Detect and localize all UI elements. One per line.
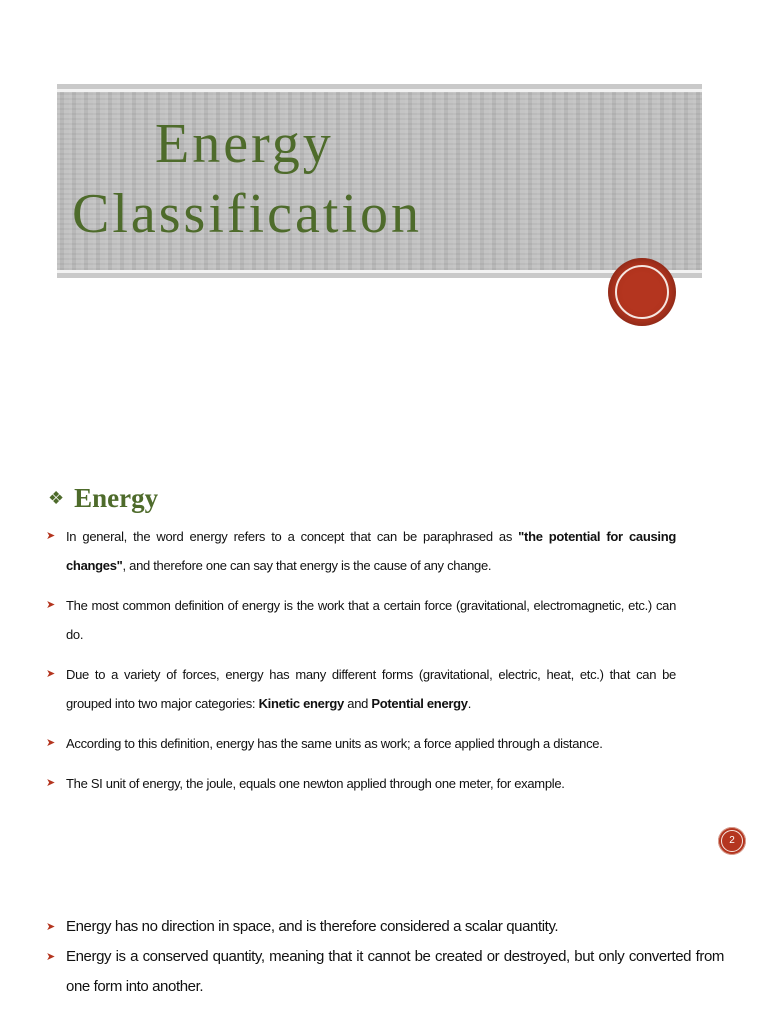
title-line-2: Classification [72,183,422,245]
diamond-bullet-icon: ❖ [48,488,65,508]
arrowhead-bullet-icon: ➤ [46,737,55,749]
bullet-text: and [343,696,372,711]
decorative-circle-badge [608,258,676,326]
page-number: 2 [729,835,735,846]
energy-properties-list [46,912,724,1002]
list-item [46,769,676,798]
banner-bottom-rule [57,270,702,273]
energy-bullet-list [46,522,676,809]
bullet-bold-text: Kinetic energy [258,696,344,711]
section-heading-text: Energy [74,483,159,513]
arrowhead-bullet-icon: ➤ [46,921,55,933]
bullet-text: According to this definition, energy has the same units as work; a force applied through a distance. [66,736,603,751]
arrowhead-bullet-icon: ➤ [46,530,55,542]
list-item [46,729,676,758]
section-heading [48,480,158,516]
bullet-text: Energy is a conserved quantity, meaning that it cannot be created or destroyed, but only converted from one form into another. [66,948,724,995]
list-item [46,522,676,580]
bullet-bold-text: Potential energy [371,696,468,711]
title-banner [57,84,702,278]
list-item [46,660,676,718]
arrowhead-bullet-icon: ➤ [46,777,55,789]
list-item [46,942,724,1002]
bullet-text: In general, the word energy refers to a concept that can be paraphrased as [66,529,519,544]
arrowhead-bullet-icon: ➤ [46,668,55,680]
title-line-1: Energy [155,113,334,175]
list-item [46,591,676,649]
bullet-text: Due to a variety of forces, energy has many different forms (gravitational, electric, heat, etc.) that can be grouped into two major categories: [66,667,676,711]
bullet-text: . [467,696,472,711]
list-item [46,912,724,942]
arrowhead-bullet-icon: ➤ [46,951,55,963]
bullet-text: The SI unit of energy, the joule, equals one newton applied through one meter, for example. [66,776,565,791]
bullet-bold-text: "the potential for causing changes" [66,529,676,573]
bullet-text: Energy has no direction in space, and is therefore considered a scalar quantity. [66,918,559,935]
badge-ring [615,265,669,319]
bullet-text: The most common definition of energy is the work that a certain force (gravitational, electromagnetic, etc.) can do. [66,598,676,642]
bullet-text: , and therefore one can say that energy is the cause of any change. [122,558,492,573]
page-number-badge [718,827,746,855]
banner-top-rule [57,89,702,92]
arrowhead-bullet-icon: ➤ [46,599,55,611]
